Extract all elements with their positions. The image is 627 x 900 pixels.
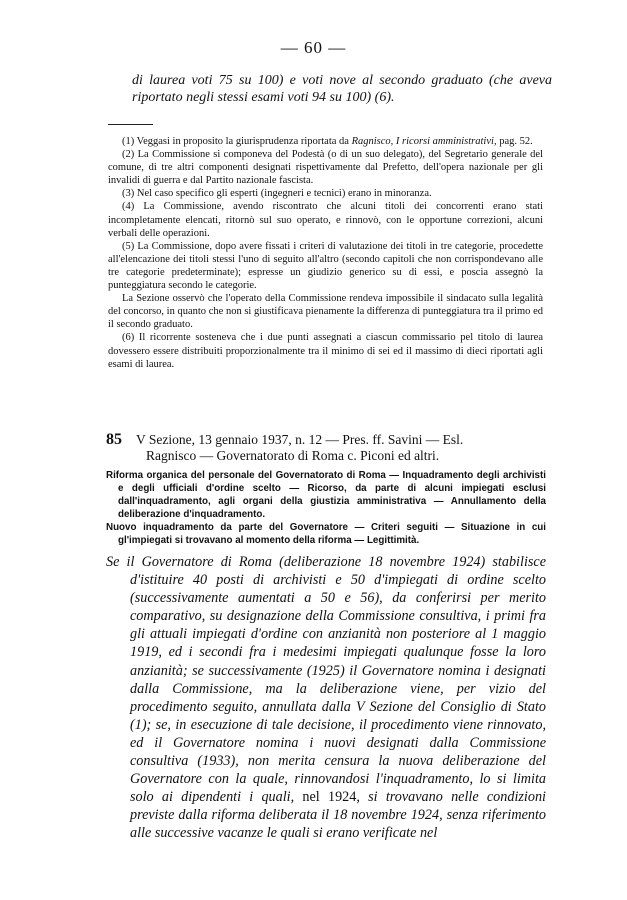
main-paragraph-roman: nel 1924, <box>294 789 360 806</box>
case-number: 85 <box>106 431 122 448</box>
continued-paragraph: di laurea voti 75 su 100) e voti nove al secondo graduato (che aveva riportato negli stessi esami voti 94 su 100) (6). <box>132 73 552 105</box>
main-paragraph-italic-tail: si trovavano nelle condizioni previste dalla riforma deliberata il 18 novembre 1924, senza riferimento alle successive vacanze le quali si erano verificate nel <box>130 789 546 842</box>
footnote-5-continued: La Sezione osservò che l'operato della Commissione rendeva impossibile il sindacato sulla legalità del concorso, in quanto che non si giustificava pienamente la differenza di punteggiatura tra il primo ed il secondo graduato. <box>108 293 543 331</box>
footnote-separator <box>108 124 153 125</box>
footnote-1-citation: Ragnisco, I ricorsi amministrativi <box>351 136 494 147</box>
footnote-3: (3) Nel caso specifico gli esperti (ingegneri e tecnici) erano in minoranza. <box>122 188 432 200</box>
footnote-4: (4) La Commissione, avendo riscontrato che alcuni titoli dei concorrenti erano stati incompletamente elencati, ritornò sul suo operato, e rinnovò, con le opportune correzioni, alcuni verbali delle operazioni. <box>108 201 543 239</box>
case-citation-line-1: V Sezione, 13 gennaio 1937, n. 12 — Pres. ff. Savini — Esl. <box>136 432 464 447</box>
maxim-2: Nuovo inquadramento da parte del Governatore — Criteri seguiti — Situazione in cui gl'impiegati si trovavano al momento della riforma — Legittimità. <box>106 521 546 546</box>
footnote-6: (6) Il ricorrente sosteneva che i due punti assegnati a ciascun commissario pel titolo di laurea dovessero essere distribuiti proporzionalmente tra il minimo di sei ed il massimo di dieci riportati agli esami di laurea. <box>108 332 543 370</box>
main-text <box>106 553 546 843</box>
footnotes <box>108 135 543 371</box>
case-maxims <box>106 470 546 547</box>
footnote-5: (5) La Commissione, dopo avere fissati i criteri di valutazione dei titoli in tre categorie, procedette all'elencazione dei titoli stessi l'uno di seguito all'altro (secondo capitoli che non corrispondevano alle tre categorie predeterminate); espresse un giudizio generico su di essi, e poscia assegnò la punteggiatura secondo le categorie. <box>108 240 543 292</box>
footnote-2: (2) La Commissione si componeva del Podestà (o di un suo delegato), del Segretario generale del comune, di tre altri componenti designati rispettivamente dal Prefetto, dell'opera nazionale per gli invalidi di guerra e dal Partito nazionale fascista. <box>108 149 543 187</box>
footnote-1-prefix: (1) Veggasi in proposito la giurisprudenza riportata da <box>122 136 352 147</box>
page-number: — 60 — <box>280 38 347 57</box>
case-citation-line-2: Ragnisco — Governatorato di Roma c. Piconi ed altri. <box>146 448 440 463</box>
footnote-1 <box>108 135 543 148</box>
maxim-1: Riforma organica del personale del Governatorato di Roma — Inquadramento degli archivisti e degli ufficiali d'ordine scelto — Ricorso, da parte di alcuni impiegati esclusi dall'inquadramento, agli organi della giustizia amministrativa — Annullamento della deliberazione d'inquadramento. <box>106 470 546 520</box>
main-paragraph-italic: Se il Governatore di Roma (deliberazione 18 novembre 1924) stabilisce d'istituire 40 posti di archivisti e 50 d'impiegati di ordine scelto (successivamente aumentati a 50 e 56), da conferirsi per merito comparativo, su designazione della Commissione consultiva, i primi fra gli attuali impiegati d'ordine con anzianità non posteriore al 1 maggio 1919, ed i secondi fra i medesimi impiegati qualunque fosse la loro anzianità; se successivamente (1925) il Governatore nomina i designati dalla Commissione, ma la deliberazione viene, per vizio del procedimento seguito, annullata dalla V Sezione del Consiglio di Stato (1); se, in esecuzione di tale decisione, il procedimento viene rinnovato, ed il Governatore nomina i nuovi designati dalla Commissione consultiva (1933), non merita censura la nuova deliberazione del Governatore con la quale, rinnovandosi l'inquadramento, lo si limita solo ai dipendenti i quali, <box>106 554 546 806</box>
footnote-1-suffix: , pag. 52. <box>493 136 533 147</box>
main-paragraph <box>106 553 546 843</box>
case-header <box>106 432 546 464</box>
